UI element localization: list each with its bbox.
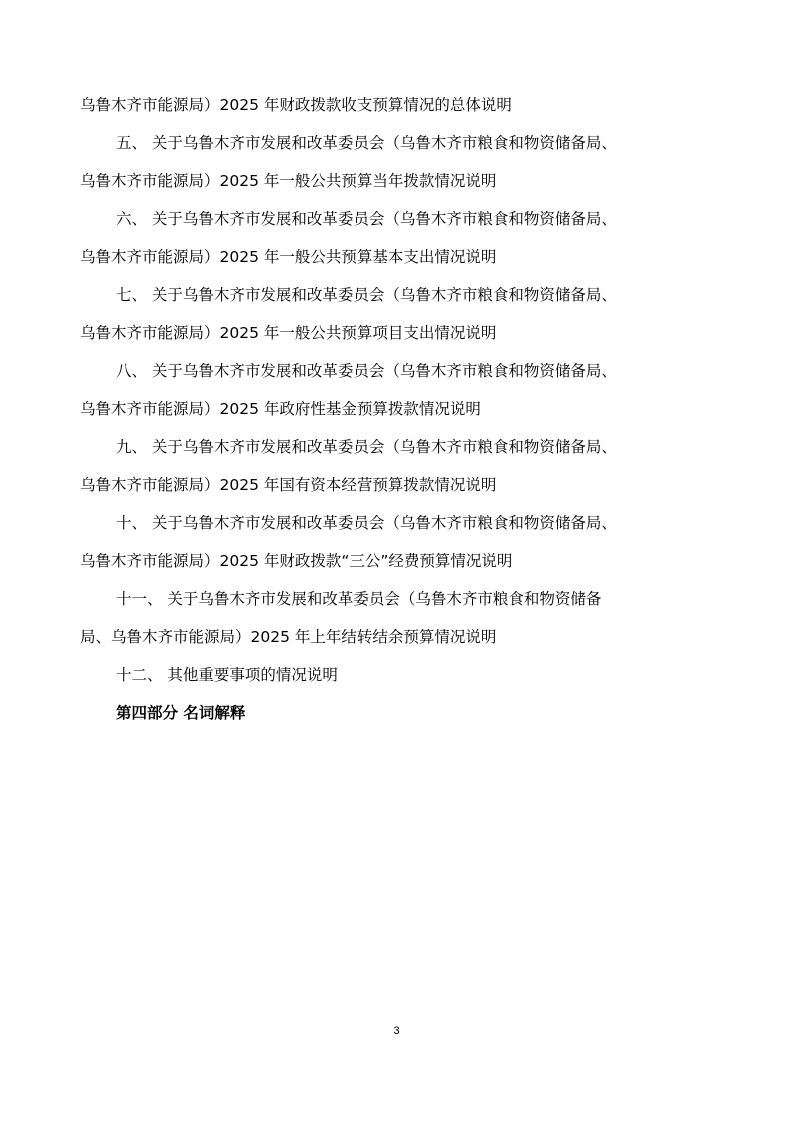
toc-entry: 五、 关于乌鲁木齐市发展和改革委员会（乌鲁木齐市粮食和物资储备局、 [116, 134, 617, 152]
toc-entry: 十、 关于乌鲁木齐市发展和改革委员会（乌鲁木齐市粮食和物资储备局、 [116, 514, 617, 532]
page-number: 3 [393, 1025, 400, 1037]
toc-line: 局、乌鲁木齐市能源局）2025 年上年结转结余预算情况说明 [80, 628, 497, 646]
toc-entry: 十二、 其他重要事项的情况说明 [116, 666, 338, 684]
toc-entry: 八、 关于乌鲁木齐市发展和改革委员会（乌鲁木齐市粮食和物资储备局、 [116, 362, 617, 380]
toc-line: 乌鲁木齐市能源局）2025 年国有资本经营预算拨款情况说明 [80, 476, 497, 494]
toc-line: 乌鲁木齐市能源局）2025 年财政拨款收支预算情况的总体说明 [80, 96, 512, 114]
toc-line: 乌鲁木齐市能源局）2025 年一般公共预算基本支出情况说明 [80, 248, 497, 266]
toc-entry: 十一、 关于乌鲁木齐市发展和改革委员会（乌鲁木齐市粮食和物资储备 [116, 590, 602, 608]
toc-line: 乌鲁木齐市能源局）2025 年政府性基金预算拨款情况说明 [80, 400, 481, 418]
part-heading: 第四部分 名词解释 [116, 704, 246, 722]
page-content [80, 86, 720, 732]
toc-entry: 九、 关于乌鲁木齐市发展和改革委员会（乌鲁木齐市粮食和物资储备局、 [116, 438, 617, 456]
toc-line: 乌鲁木齐市能源局）2025 年一般公共预算项目支出情况说明 [80, 324, 497, 342]
toc-entry: 六、 关于乌鲁木齐市发展和改革委员会（乌鲁木齐市粮食和物资储备局、 [116, 210, 617, 228]
toc-line: 乌鲁木齐市能源局）2025 年财政拨款“三公”经费预算情况说明 [80, 552, 513, 570]
toc-line: 乌鲁木齐市能源局）2025 年一般公共预算当年拨款情况说明 [80, 172, 497, 190]
toc-entry: 七、 关于乌鲁木齐市发展和改革委员会（乌鲁木齐市粮食和物资储备局、 [116, 286, 617, 304]
